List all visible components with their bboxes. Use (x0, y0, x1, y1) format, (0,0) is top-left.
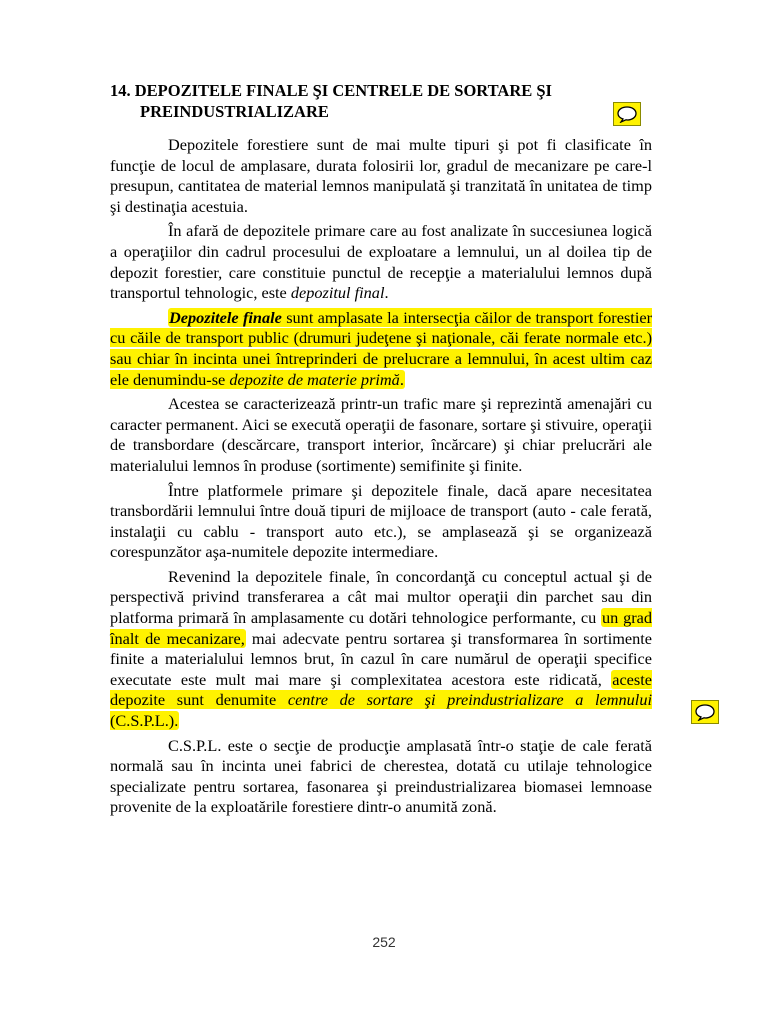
heading-line-2: PREINDUSTRIALIZARE (140, 102, 329, 121)
section-heading (110, 80, 630, 122)
paragraph-4 (110, 394, 652, 476)
paragraph-text: Acestea se caracterizează printr-un trafic mare şi reprezintă amenajări cu caracter permanent. Aici se execută operaţii de fasonare, sortare şi stivuire, operaţii de transbordare (descărcare, transport interior, încărcare) şi chiar prelucrări ale materialului lemnos în produse (sortimente) semifinite şi finite. (110, 394, 652, 475)
paragraph-text: În afară de depozitele primare care au fost analizate în succesiunea logică a operaţiilor din cadrul procesului de exploatare a lemnului, un al doilea tip de depozit forestier, care constituie punctul de recepţie a materialului lemnos după transportul tehnologic, este (110, 221, 652, 303)
italic-term: depozitul final (290, 283, 385, 303)
page-number: 252 (372, 934, 396, 950)
paragraph-text: Depozitele forestiere sunt de mai multe tipuri şi pot fi clasificate în funcţie de locul de amplasare, durata folosirii lor, gradul de mecanizare pe care-l presupun, cantitatea de material lemnos manipulată şi tranzitată în unitatea de timp şi destinaţia acestuia. (110, 135, 652, 216)
comment-note-icon[interactable] (691, 700, 719, 724)
document-body (110, 135, 652, 822)
paragraph-text: Între platformele primare şi depozitele finale, dacă apare necesitatea transbordării lemnului între două tipuri de mijloace de transport (auto - cale ferată, instalaţii cu cablu - transport auto etc.), se amplasează şi se organizează corespunzător aşa-numitele depozite intermediare. (110, 480, 652, 562)
paragraph-1 (110, 135, 652, 217)
paragraph-5 (110, 481, 652, 563)
paragraph-7 (110, 736, 652, 818)
paragraph-text: . (384, 283, 389, 303)
highlighted-text: . (399, 369, 404, 389)
italic-term: depozite de materie primă (229, 369, 400, 389)
paragraph-3-highlighted (110, 308, 652, 390)
paragraph-text: Revenind la depozitele finale, în concordanţă cu conceptul actual şi de perspectivă privind transferarea a cât mai multor operaţii din parchet sau din platforma primară în amplasamente cu dotări tehnologice performante, cu (110, 566, 652, 628)
paragraph-text: C.S.P.L. este o secţie de producţie amplasată într-o staţie de cale ferată normală sau în incinta unei fabrici de cherestea, dotată cu utilaje tehnologice specializate pentru sortarea, fasonarea şi preindustrializarea biomasei lemnoase provenite de la exploatările forestiere dintr-o anumită zonă. (110, 735, 652, 817)
highlighted-text: (C.S.P.L.). (110, 711, 179, 731)
highlighted-text: un grad înalt de mecanizare, (110, 608, 653, 648)
paragraph-text: mai adecvate pentru sortarea şi transformarea în sortimente finite a materialului lemnos brut, în cazul în care numărul de operaţii specifice executate este mult mai mare şi complexitatea acestora este ridicată, (110, 628, 652, 689)
highlighted-text: aceste depozite sunt denumite (110, 669, 652, 710)
italic-term: centre de sortare şi preindustrializare a lemnului (287, 690, 652, 710)
heading-line-1: 14. DEPOZITELE FINALE ŞI CENTRELE DE SORTARE ŞI (110, 81, 552, 100)
highlighted-text: sunt amplasate la intersecţia căilor de transport forestier cu căile de transport public (drumuri judeţene şi naţionale, căi ferate normale etc.) sau chiar în incinta unei întreprinderi de prelucrare a lemnului, în acest ultim caz ele denumindu-se (110, 307, 652, 389)
paragraph-6 (110, 567, 652, 732)
paragraph-2 (110, 221, 652, 303)
bold-italic-term: Depozitele finale (169, 307, 282, 327)
